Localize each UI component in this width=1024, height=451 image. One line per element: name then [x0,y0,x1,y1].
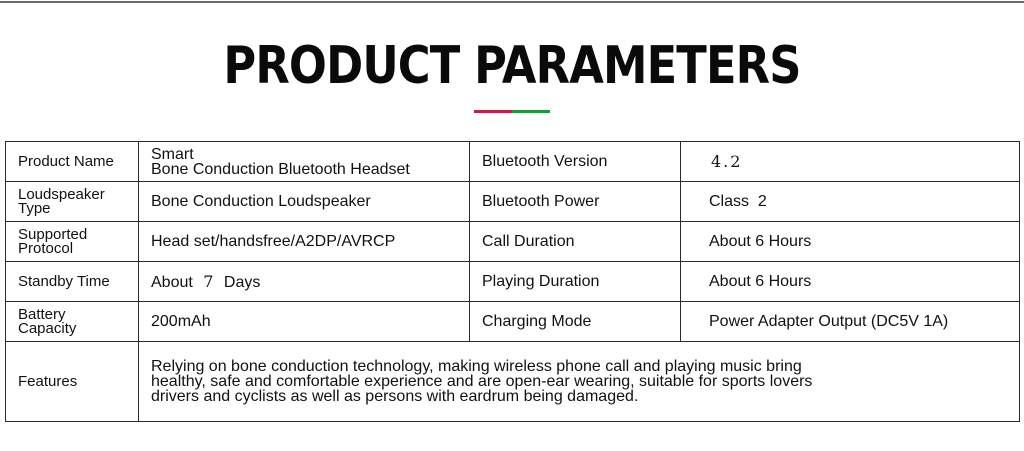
param-label [6,222,139,262]
param-label: Charging Mode [470,302,681,342]
param-value [139,262,470,302]
features-line: Relying on bone conduction technology, making wireless phone call and playing music bring [151,358,802,375]
param-label-line: Type [18,199,51,217]
param-value-line: Smart [151,145,194,163]
features-label: Features [6,342,139,422]
param-label: Bluetooth Version [470,142,681,182]
param-value-number: 7 [203,271,214,291]
param-value: Head set/handsfree/A2DP/AVRCP [139,222,470,262]
param-label [6,182,139,222]
features-line: healthy, safe and comfortable experience and are open-ear wearing, suitable for sports lovers [151,373,813,390]
param-label-line: Protocol [18,239,74,257]
param-label: Bluetooth Power [470,182,681,222]
table-row-features [6,342,1020,422]
param-value: Class 2 [681,182,1020,222]
param-label [6,302,139,342]
param-value: Bone Conduction Loudspeaker [139,182,470,222]
param-label-line: Capacity [18,319,77,337]
param-label: Product Name [6,142,139,182]
param-label: Standby Time [6,262,139,302]
param-value: 4.2 [681,142,1020,182]
page-title: PRODUCT PARAMETERS [223,36,801,96]
param-value [139,142,470,182]
top-divider [0,1,1024,3]
table-row [6,142,1020,182]
param-value-suffix: Days [223,273,261,291]
param-label: Call Duration [470,222,681,262]
param-value-line: Bone Conduction Bluetooth Headset [151,160,410,178]
param-value: About 6 Hours [681,262,1020,302]
table-row [6,222,1020,262]
param-value: Power Adapter Output (DC5V 1A) [681,302,1020,342]
param-label-line: Battery [18,305,66,323]
accent-green [512,110,550,113]
features-line: drivers and cyclists as well as persons with eardrum being damaged. [151,388,639,405]
param-value: 200mAh [139,302,470,342]
table-row [6,302,1020,342]
table-row [6,262,1020,302]
table-row [6,182,1020,222]
parameters-table [5,141,1020,422]
param-label-line: Loudspeaker [18,185,105,203]
param-label-line: Supported [18,225,88,243]
param-value-prefix: About [151,273,193,291]
param-label: Playing Duration [470,262,681,302]
title-accent-bar [474,110,550,113]
features-description [139,342,1020,422]
param-value: About 6 Hours [681,222,1020,262]
accent-red [474,110,512,113]
